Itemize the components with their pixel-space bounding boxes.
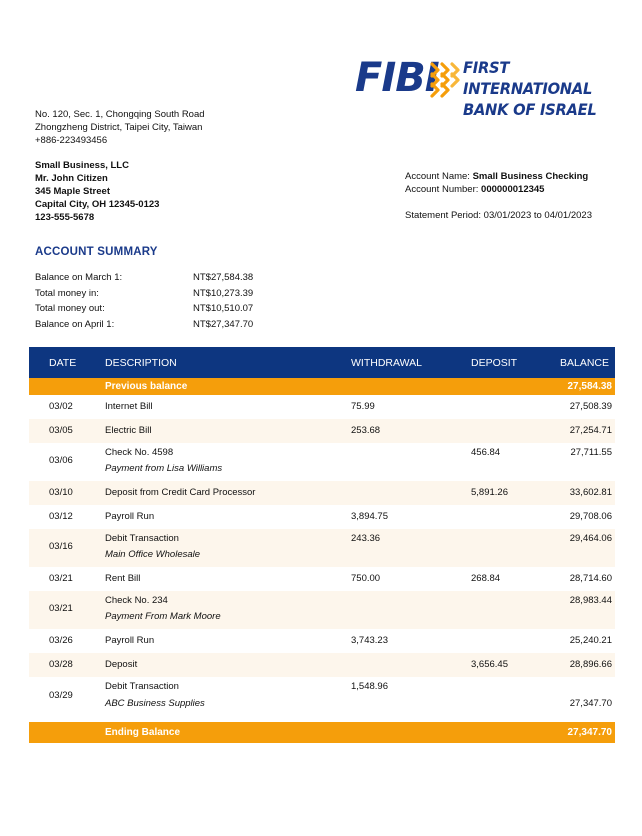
row-description: Electric Bill [105,425,152,436]
row-description: Internet Bill [105,401,153,412]
customer-address [35,159,159,224]
row-description: Rent Bill [105,573,141,584]
row-withdrawal: 253.68 [351,425,381,436]
row-description: Deposit from Credit Card Processor [105,487,256,498]
table-row [29,629,615,653]
row-deposit: 5,891.26 [471,487,508,498]
summary-label: Total money in: [35,287,99,299]
row-date: 03/16 [49,541,73,552]
row-memo: Payment from Lisa Williams [105,463,223,474]
ending-balance-value: 27,347.70 [567,727,612,738]
row-balance: 28,896.66 [569,659,612,670]
row-deposit: 456.84 [471,447,501,458]
row-balance: 29,708.06 [569,511,612,522]
ending-balance-label: Ending Balance [105,727,181,738]
row-description: Payroll Run [105,635,155,646]
row-balance: 29,464.06 [569,533,612,544]
row-date: 03/10 [49,487,73,498]
row-description: Debit Transaction [105,533,179,544]
row-balance: 28,714.60 [569,573,612,584]
row-date: 03/05 [49,425,73,436]
customer-name: Mr. John Citizen [35,173,108,184]
row-date: 03/21 [49,573,73,584]
logo-bank-name [463,57,601,120]
account-number-line [405,183,588,196]
row-balance: 28,983.44 [569,595,612,606]
row-description: Check No. 234 [105,595,168,606]
row-balance: 25,240.21 [569,635,612,646]
row-withdrawal: 75.99 [351,401,375,412]
logo-chevron-icon [428,58,460,102]
row-deposit: 3,656.45 [471,659,508,670]
account-number-value: 000000012345 [481,184,545,195]
summary-label: Balance on March 1: [35,272,123,283]
summary-value: NT$27,584.38 [193,272,254,283]
customer-phone: 123-555-5678 [35,212,95,223]
table-row [29,591,615,629]
logo-wordmark: FIBI [355,55,439,101]
row-balance: 27,347.70 [569,698,612,709]
row-date: 03/28 [49,659,73,670]
table-row [29,443,615,481]
account-name-label: Account Name: [405,171,470,182]
summary-value: NT$27,347.70 [193,318,254,330]
row-description: Deposit [105,659,138,670]
table-header [29,347,615,378]
previous-balance-value: 27,584.38 [567,381,612,392]
row-date: 03/12 [49,511,73,522]
account-name-value: Small Business Checking [472,171,589,182]
account-summary [35,271,335,333]
table-row [29,567,615,591]
row-description: Payroll Run [105,511,155,522]
row-balance: 27,711.55 [570,447,612,458]
header-balance: BALANCE [559,357,609,369]
summary-label: Total money out: [35,303,105,314]
table-row [29,395,615,419]
table-row [29,529,615,567]
row-memo: ABC Business Supplies [105,698,205,709]
row-date: 03/26 [49,635,73,646]
table-row [29,419,615,443]
row-date: 03/21 [49,603,73,614]
previous-balance-label: Previous balance [105,381,188,392]
header-deposit: DEPOSIT [471,357,518,369]
summary-row [35,318,335,334]
table-row [29,677,615,716]
summary-value: NT$10,273.39 [193,287,254,299]
customer-city: Capital City, OH 12345-0123 [35,199,160,210]
row-date: 03/02 [49,401,73,412]
customer-company: Small Business, LLC [35,160,129,171]
row-withdrawal: 3,894.75 [351,511,388,522]
row-balance: 27,254.71 [569,425,612,436]
summary-row [35,302,335,318]
account-name-line [405,170,588,183]
bank-address [35,108,205,147]
row-memo: Payment From Mark Moore [105,611,221,622]
ending-balance-row [29,722,615,743]
row-description: Check No. 4598 [105,447,174,458]
logo-line1: FIRST INTERNATIONAL [463,58,593,98]
row-memo: Main Office Wholesale [105,549,201,560]
header-withdrawal: WITHDRAWAL [351,357,422,369]
bank-phone: +886-223493456 [35,135,108,146]
row-deposit: 268.84 [471,573,501,584]
transactions-table [29,347,615,743]
row-withdrawal: 750.00 [351,573,381,584]
summary-label: Balance on April 1: [35,318,115,330]
bank-address-line1: No. 120, Sec. 1, Chongqing South Road [35,109,205,120]
table-row [29,653,615,677]
summary-row [35,271,335,287]
logo-line2: BANK OF ISRAEL [463,100,597,119]
row-withdrawal: 1,548.96 [351,681,388,692]
header-description: DESCRIPTION [105,357,177,369]
bank-logo [355,55,613,119]
table-row [29,505,615,529]
account-info [405,170,588,196]
row-withdrawal: 243.36 [351,533,381,544]
statement-period: Statement Period: 03/01/2023 to 04/01/2023 [405,210,592,221]
customer-street: 345 Maple Street [35,186,110,197]
previous-balance-row [29,378,615,395]
row-date: 03/29 [49,690,73,701]
row-description: Debit Transaction [105,681,179,692]
account-number-label: Account Number: [405,184,479,195]
table-row [29,481,615,505]
row-balance: 27,508.39 [569,401,612,412]
row-withdrawal: 3,743.23 [351,635,388,646]
summary-value: NT$10,510.07 [193,303,254,314]
row-date: 03/06 [49,455,73,466]
summary-heading: ACCOUNT SUMMARY [35,246,158,258]
header-date: DATE [49,357,77,369]
summary-row [35,287,335,303]
row-balance: 33,602.81 [569,487,612,498]
bank-address-line2: Zhongzheng District, Taipei City, Taiwan [35,122,203,133]
